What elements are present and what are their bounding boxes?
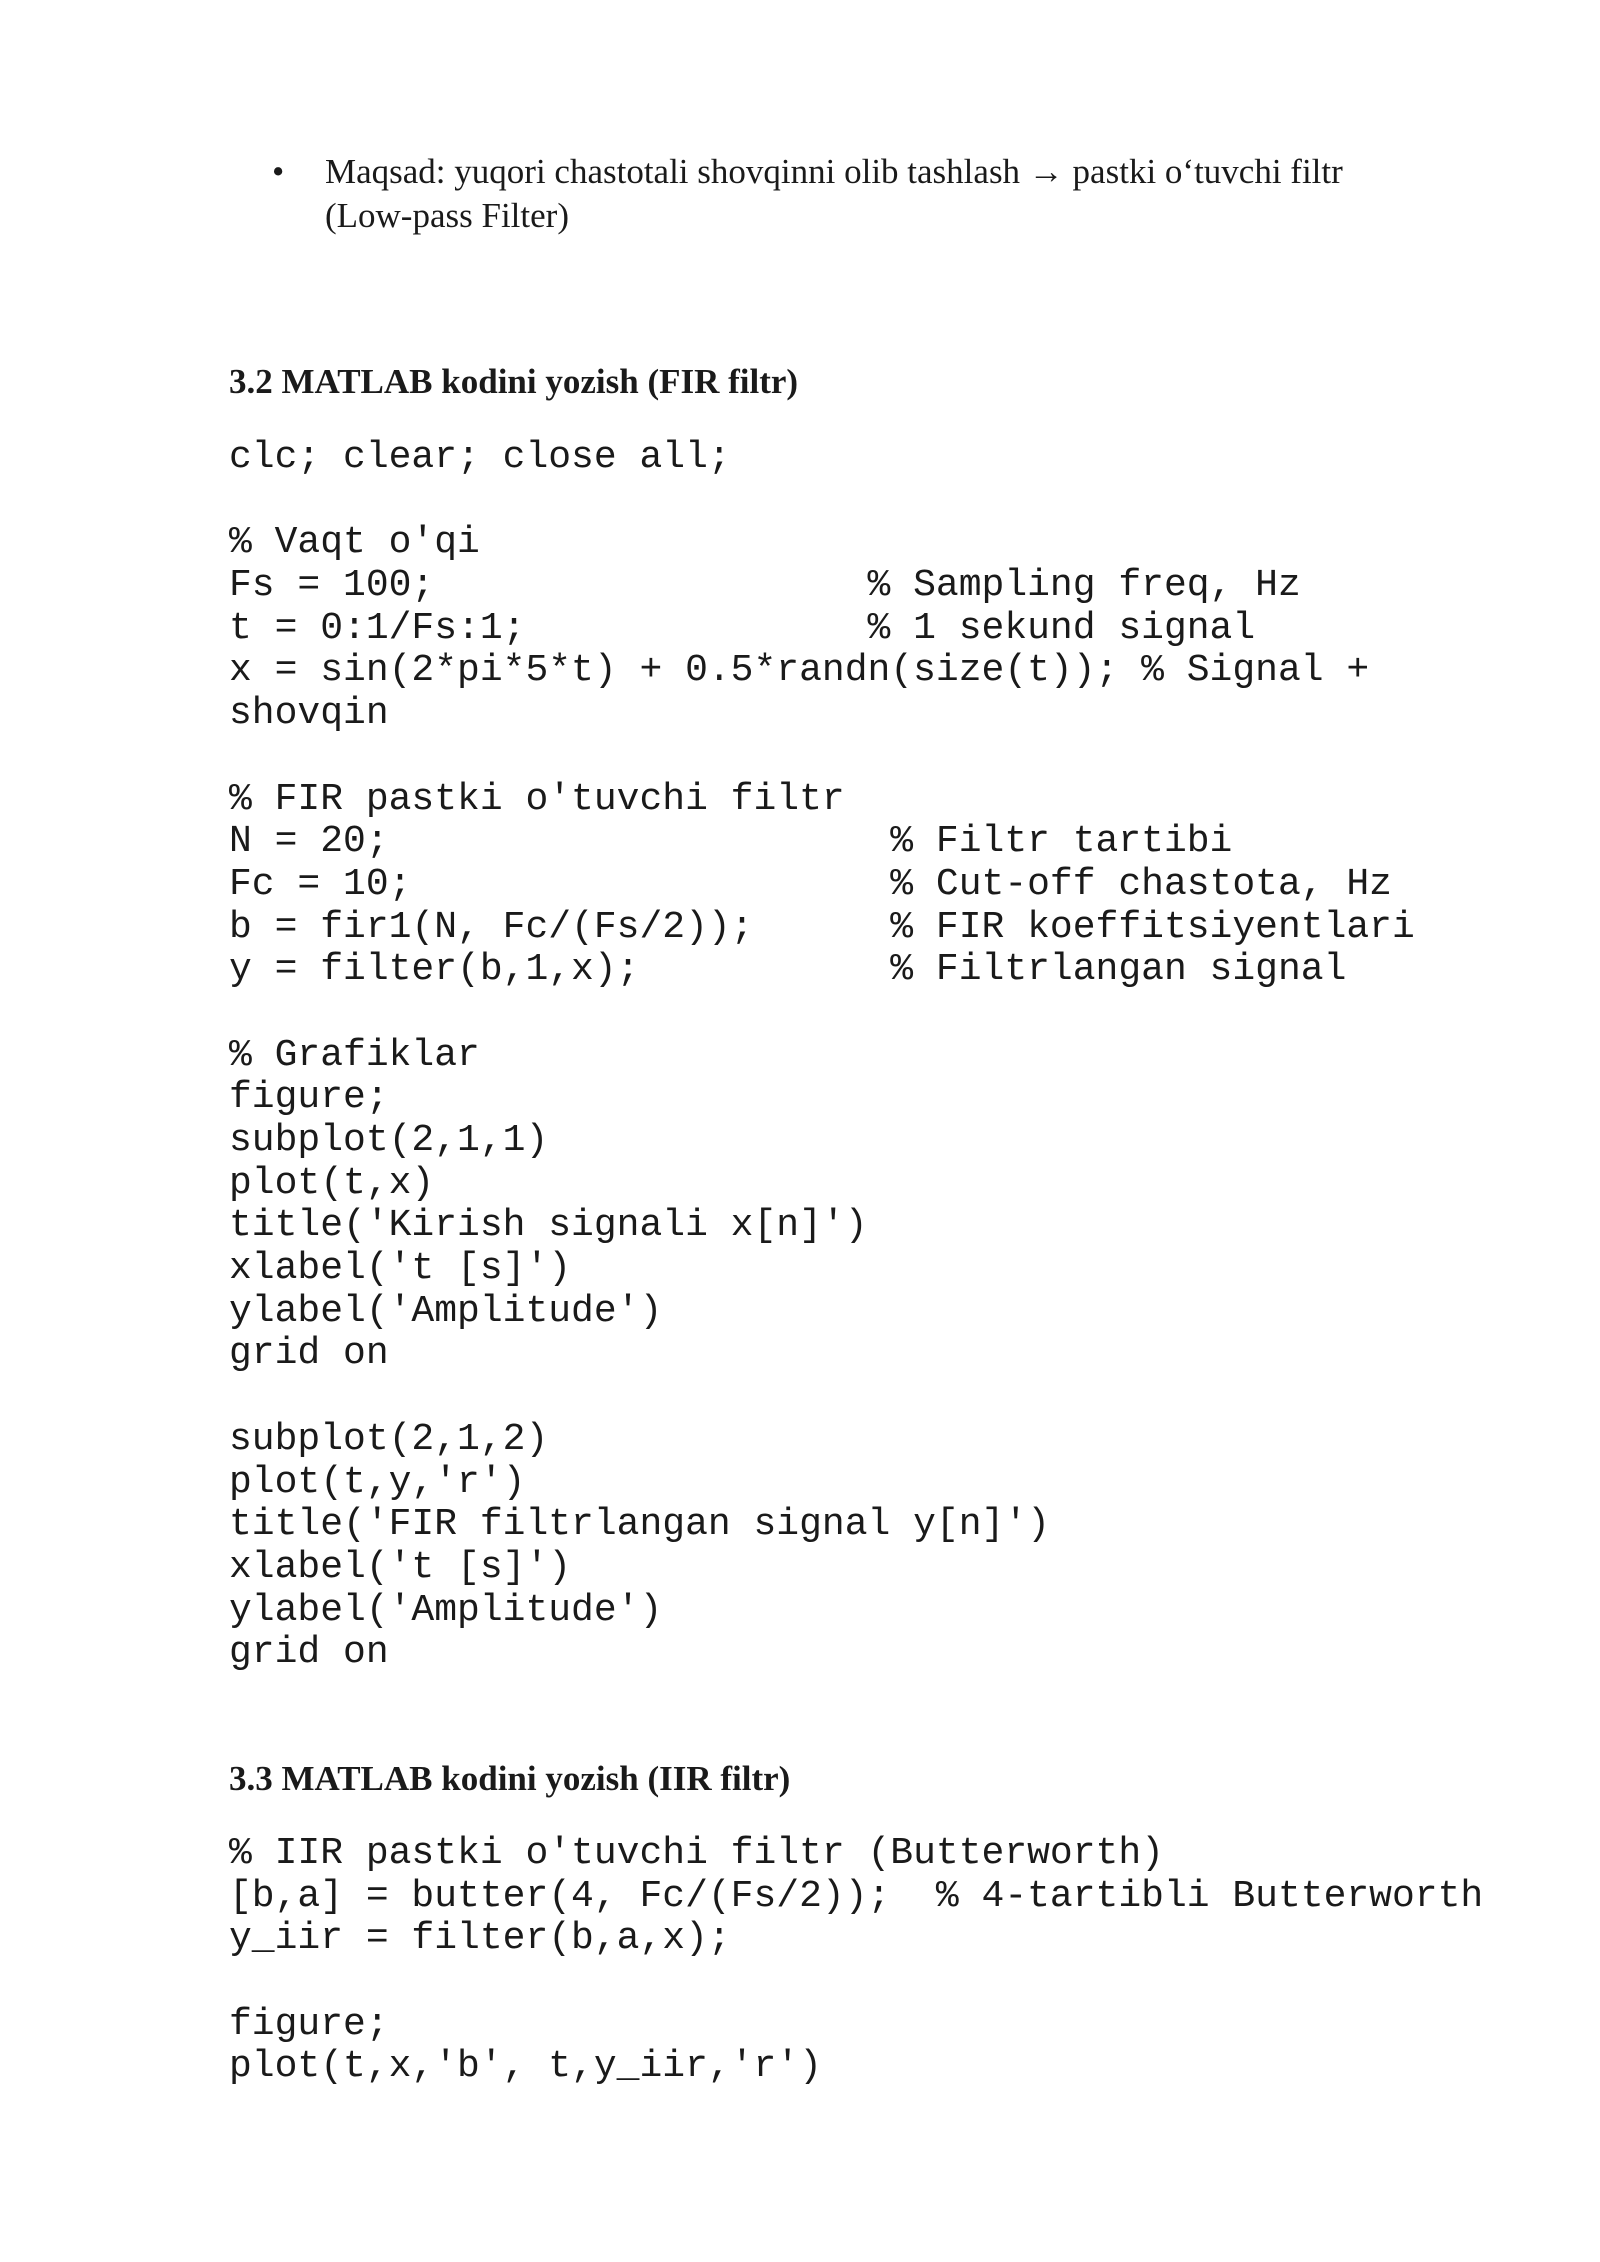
code-line: Fs = 100; % Sampling freq, Hz <box>229 564 1301 608</box>
code-line <box>229 480 1415 523</box>
code-line: y = filter(b,1,x); % Filtrlangan signal <box>229 948 1347 992</box>
code-line: y_iir = filter(b,a,x); <box>229 1917 731 1961</box>
code-block-fir <box>229 437 1415 1675</box>
section-heading-fir: 3.2 MATLAB kodini yozish (FIR filtr) <box>229 362 799 401</box>
goal-text <box>325 150 1475 238</box>
bullet-dot-icon: • <box>272 152 285 191</box>
code-line: subplot(2,1,2) <box>229 1417 549 1461</box>
code-line: xlabel('t [s]') <box>229 1247 572 1291</box>
code-line: Fc = 10; % Cut-off chastota, Hz <box>229 862 1392 906</box>
code-line <box>229 1376 1415 1419</box>
code-line: grid on <box>229 1332 389 1376</box>
code-line: ylabel('Amplitude') <box>229 1588 663 1632</box>
code-line: clc; clear; close all; <box>229 436 731 479</box>
code-line: shovqin <box>229 692 389 736</box>
code-line: plot(t,x,'b', t,y_iir,'r') <box>229 2045 822 2089</box>
code-line: subplot(2,1,1) <box>229 1119 549 1162</box>
goal-line: (Low-pass Filter) <box>325 196 569 235</box>
code-line: b = fir1(N, Fc/(Fs/2)); % FIR koeffitsiyentlari <box>229 905 1415 949</box>
code-line: % Grafiklar <box>229 1033 480 1077</box>
code-line <box>229 1961 1483 2004</box>
code-line: % Vaqt o'qi <box>229 521 480 565</box>
code-line: title('Kirish signali x[n]') <box>229 1204 868 1248</box>
code-line <box>229 992 1415 1035</box>
code-line: grid on <box>229 1631 389 1675</box>
code-line: % IIR pastki o'tuvchi filtr (Butterworth) <box>229 1832 1164 1875</box>
code-line <box>229 736 1415 779</box>
code-line: % FIR pastki o'tuvchi filtr <box>229 777 845 821</box>
code-line: x = sin(2*pi*5*t) + 0.5*randn(size(t)); % Signal + <box>229 649 1370 693</box>
code-line: figure; <box>229 2002 389 2046</box>
code-block-iir <box>229 1833 1483 2089</box>
goal-line: Maqsad: yuqori chastotali shovqinni olib tashlash → pastki o‘tuvchi filtr <box>325 152 1343 191</box>
code-line: [b,a] = butter(4, Fc/(Fs/2)); % 4-tartibli Butterworth <box>229 1874 1484 1918</box>
code-line: plot(t,y,'r') <box>229 1460 526 1504</box>
code-line: t = 0:1/Fs:1; % 1 sekund signal <box>229 606 1256 650</box>
code-line: title('FIR filtrlangan signal y[n]') <box>229 1503 1050 1547</box>
code-line: xlabel('t [s]') <box>229 1545 572 1589</box>
section-heading-iir: 3.3 MATLAB kodini yozish (IIR filtr) <box>229 1759 791 1798</box>
code-line: plot(t,x) <box>229 1161 435 1205</box>
code-line: ylabel('Amplitude') <box>229 1289 663 1333</box>
code-line: figure; <box>229 1076 389 1120</box>
code-line: N = 20; % Filtr tartibi <box>229 820 1233 864</box>
